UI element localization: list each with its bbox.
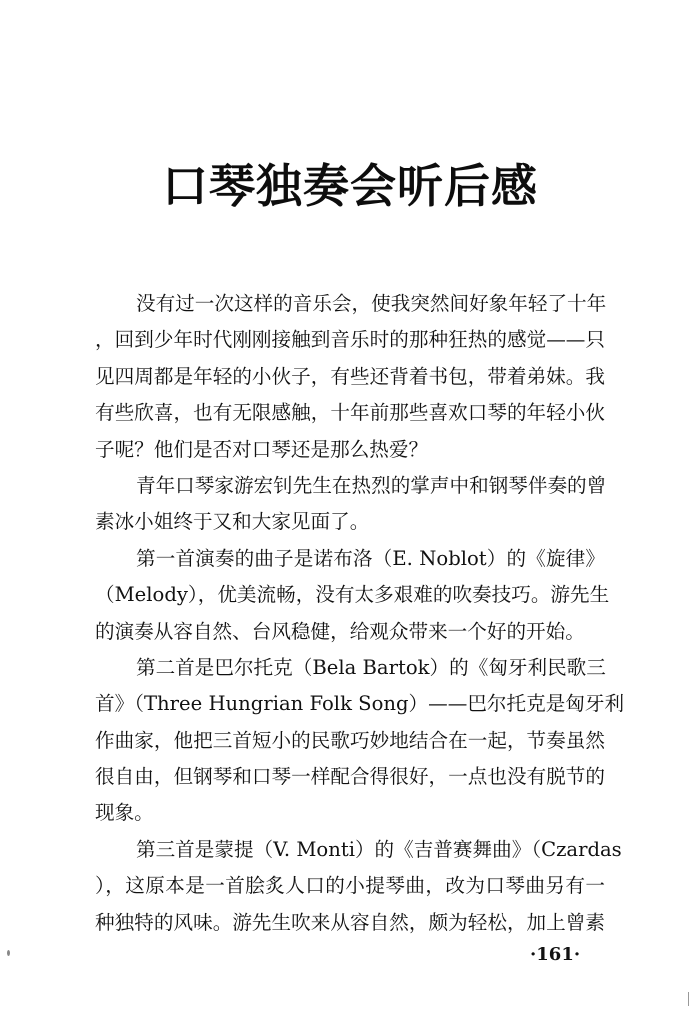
page-number: ·161· — [530, 944, 581, 965]
paragraph-line: 第一首演奏的曲子是诺布洛（E. Noblot）的《旋律》 — [136, 546, 605, 570]
paragraph-line: 的演奏从容自然、台风稳健，给观众带来一个好的开始。 — [95, 619, 585, 643]
paragraph-line: 青年口琴家游宏钊先生在热烈的掌声中和钢琴伴奏的曾 — [136, 473, 607, 497]
paragraph-line: 第三首是蒙提（V. Monti）的《吉普赛舞曲》（Czardas — [136, 837, 622, 861]
paragraph-line: 没有过一次这样的音乐会，使我突然间好象年轻了十年 — [136, 292, 607, 315]
paragraph-line: 现象。 — [95, 801, 154, 825]
paragraph-line: 子呢？他们是否对口琴还是那么热爱？ — [95, 437, 429, 461]
paragraph-line: （Melody），优美流畅，没有太多艰难的吹奏技巧。游先生 — [95, 583, 610, 607]
paragraph-line: 第二首是巴尔托克（Bela Bartok）的《匈牙利民歌三 — [136, 655, 606, 679]
paragraph-line: ，回到少年时代刚刚接触到音乐时的那种狂热的感觉——只 — [95, 328, 605, 352]
article-body — [95, 286, 625, 941]
paragraph-line: ），这原本是一首脍炙人口的小提琴曲，改为口琴曲另有一 — [95, 874, 605, 898]
article-title: 口琴独奏会听后感 — [162, 159, 538, 213]
paragraph-line: 很自由，但钢琴和口琴一样配合得很好，一点也没有脱节的 — [95, 765, 605, 789]
paragraph-line: 作曲家，他把三首短小的民歌巧妙地结合在一起，节奏虽然 — [95, 728, 605, 752]
scan-edge-mark — [688, 992, 689, 1006]
paragraph-line: 首》（Three Hungrian Folk Song）——巴尔托克是匈牙利 — [95, 692, 625, 716]
paragraph-line: 见四周都是年轻的小伙子，有些还背着书包，带着弟妹。我 — [95, 364, 605, 388]
paragraph-line: 种独特的风味。游先生吹来从容自然，颇为轻松，加上曾素 — [95, 910, 605, 934]
scan-speck — [7, 950, 10, 956]
paragraph-line: 有些欣喜，也有无限感触，十年前那些喜欢口琴的年轻小伙 — [95, 401, 605, 425]
paragraph-line: 素冰小姐终于又和大家见面了。 — [95, 510, 370, 534]
